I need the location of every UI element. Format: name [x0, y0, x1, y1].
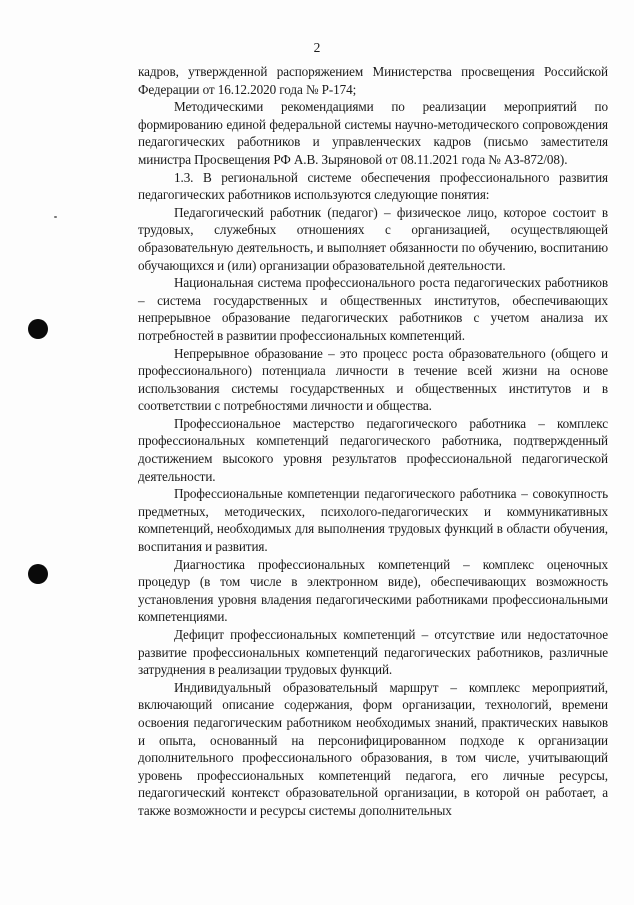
- definition-competency-diagnostics: Диагностика профессиональных компетенций – комплекс оценочных процедур (в том числе в электронном виде), обеспечивающих возможность установления уровня владения педагогическими работниками профессиональными компетенциями.: [138, 556, 608, 625]
- punch-hole-bottom: [28, 564, 48, 584]
- definition-national-system: Национальная система профессионального роста педагогических работников – система государственных и общественных институтов, обеспечивающих непрерывное образование педагогических работников с учетом анализа их потребностей в развитии профессиональных компетенций.: [138, 275, 608, 343]
- paragraph: 1.3. В региональной системе обеспечения профессионального развития педагогических работников используются следующие понятия:: [138, 169, 608, 203]
- punch-hole-top: [28, 319, 48, 339]
- document-body: [138, 63, 608, 820]
- scan-speck: [54, 216, 57, 218]
- definition-continuous-education: Непрерывное образование – это процесс роста образовательного (общего и профессионального) потенциала личности в течение всей жизни на основе использования системы государственных и общественных институтов и в соответствии с потребностями личности и общества.: [138, 345, 608, 414]
- page-number: 2: [313, 40, 321, 55]
- definition-teacher: Педагогический работник (педагог) – физическое лицо, которое состоит в трудовых, служебных отношениях с организацией, осуществляющей образовательную деятельность, и выполняет обязанности по обучению, воспитанию обучающихся и (или) организации образовательной деятельности.: [138, 204, 608, 273]
- definition-competency-deficit: Дефицит профессиональных компетенций – отсутствие или недостаточное развитие профессиональных компетенций педагогических работников, различные затруднения в реализации трудовых функций.: [138, 627, 608, 678]
- paragraph: Методическими рекомендациями по реализации мероприятий по формированию единой федеральной системы научно-методического сопровождения педагогических работников и управленческих кадров (письмо заместителя министра Просвещения РФ А.В. Зыряновой от 08.11.2021 года № АЗ-872/08).: [138, 99, 608, 167]
- definition-individual-route: Индивидуальный образовательный маршрут – комплекс мероприятий, включающий описание содержания, форм организации, технологий, времени освоения педагогическим работником необходимых знаний, практических навыков и опыта, основанный на персонифицированном подходе к организации дополнительного профессионального образования, в том числе, учитывающий уровень профессиональных компетенций педагога, его личные ресурсы, педагогический контекст образовательной организации, в которой он работает, а также возможности и ресурсы системы дополнительных: [138, 679, 608, 818]
- definition-professional-mastery: Профессиональное мастерство педагогического работника – комплекс профессиональных компетенций педагогического работника, подтвержденный достижением высокого уровня результатов профессиональной педагогической деятельности.: [138, 415, 608, 484]
- paragraph: кадров, утвержденной распоряжением Министерства просвещения Российской Федерации от 16.12.2020 года № Р-174;: [138, 64, 608, 97]
- definition-professional-competencies: Профессиональные компетенции педагогического работника – совокупность предметных, методических, психолого-педагогических и коммуникативных компетенций, необходимых для выполнения трудовых функций в области обучения, воспитания и развития.: [138, 486, 608, 555]
